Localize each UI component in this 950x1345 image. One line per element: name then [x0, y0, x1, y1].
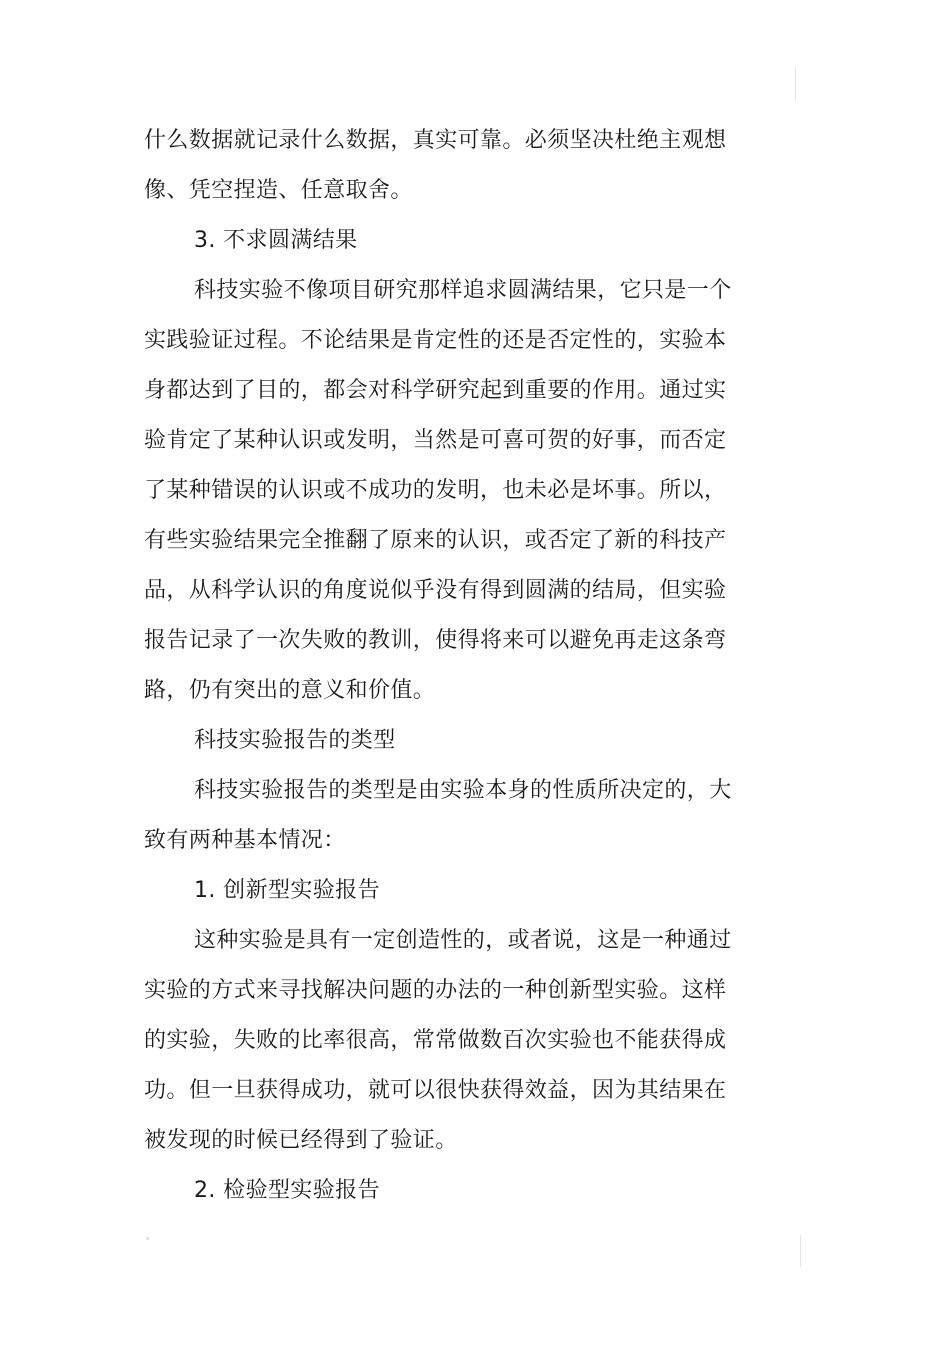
paragraph-line: 有些实验结果完全推翻了原来的认识，或否定了新的科技产: [144, 528, 727, 553]
paragraph-line: 科技实验不像项目研究那样追求圆满结果，它只是一个: [194, 278, 732, 303]
paragraph-line: 功。但一旦获得成功，就可以很快获得效益，因为其结果在: [144, 1078, 727, 1103]
paragraph-line: 这种实验是具有一定创造性的，或者说，这是一种通过: [194, 928, 732, 953]
page-edge-mark-bottom: [800, 1235, 801, 1267]
document-body: [144, 116, 744, 1216]
paragraph-line: 致有两种基本情况：: [144, 828, 346, 853]
paragraph-line: 被发现的时候已经得到了验证。: [144, 1128, 458, 1153]
paragraph-line: 身都达到了目的，都会对科学研究起到重要的作用。通过实: [144, 378, 727, 403]
paragraph-line: 科技实验报告的类型是由实验本身的性质所决定的，大: [194, 778, 732, 803]
page-edge-mark-top: [795, 68, 796, 100]
section-heading: 科技实验报告的类型: [194, 728, 396, 753]
paragraph-line: 报告记录了一次失败的教训，使得将来可以避免再走这条弯: [144, 628, 727, 653]
section-heading: 2. 检验型实验报告: [194, 1178, 380, 1203]
section-heading: 1. 创新型实验报告: [194, 878, 380, 903]
paragraph-line: 了某种错误的认识或不成功的发明，也未必是坏事。所以，: [144, 478, 727, 503]
paragraph-line: 路，仍有突出的意义和价值。: [144, 678, 436, 703]
section-heading: 3. 不求圆满结果: [194, 228, 358, 253]
paragraph-line: 像、凭空捏造、任意取舍。: [144, 178, 413, 203]
paragraph-line: 品，从科学认识的角度说似乎没有得到圆满的结局，但实验: [144, 578, 727, 603]
paragraph-line: 实践验证过程。不论结果是肯定性的还是否定性的，实验本: [144, 328, 727, 353]
paragraph-line: 实验的方式来寻找解决问题的办法的一种创新型实验。这样: [144, 978, 727, 1003]
paragraph-line: 的实验，失败的比率很高，常常做数百次实验也不能获得成: [144, 1028, 727, 1053]
paragraph-line: 什么数据就记录什么数据，真实可靠。必须坚决杜绝主观想: [144, 128, 727, 153]
page-edge-mark-dot: [146, 1237, 149, 1240]
paragraph-line: 验肯定了某种认识或发明，当然是可喜可贺的好事，而否定: [144, 428, 727, 453]
